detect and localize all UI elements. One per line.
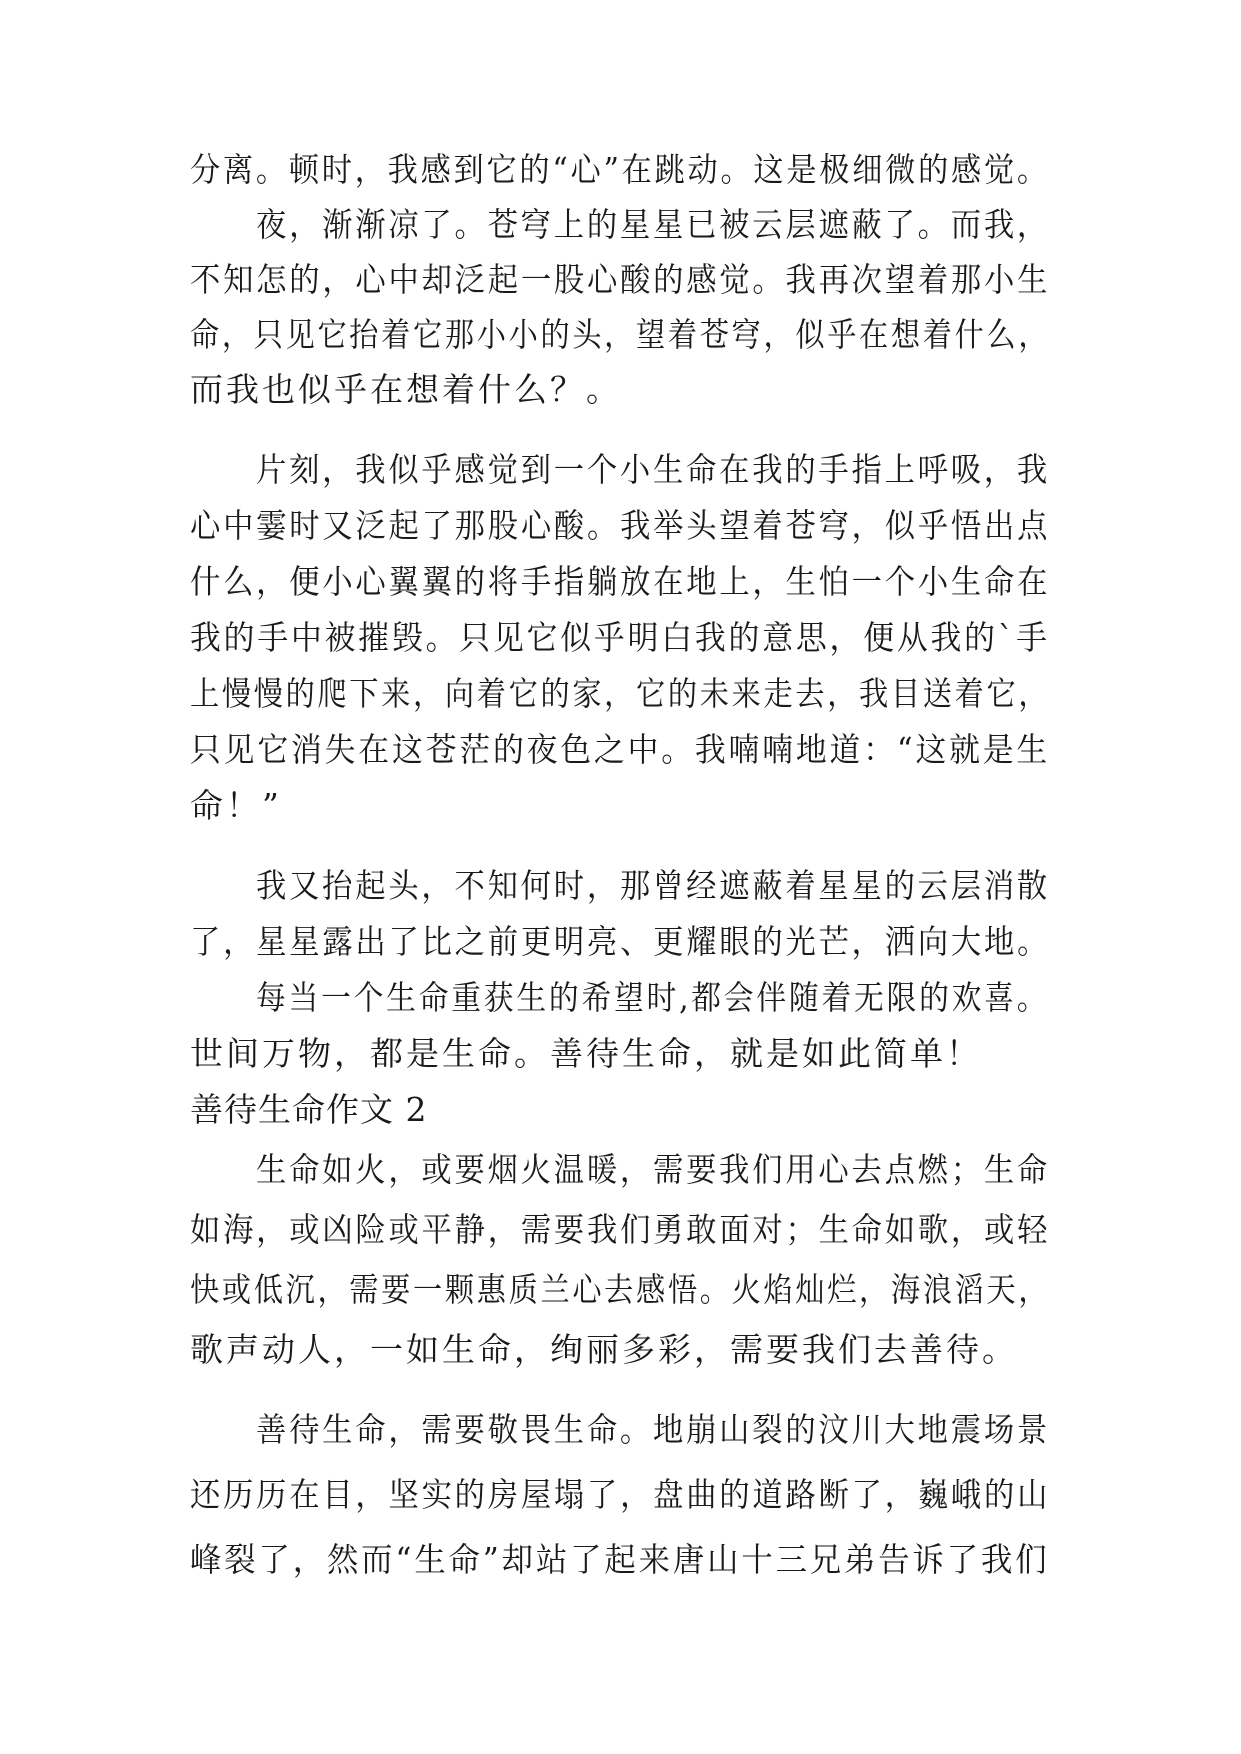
paragraph-start-line: 每当一个生命重获生的希望时,都会伴随着无限的欢喜。	[256, 978, 1050, 1017]
paragraph-start-line: 我又抬起头，不知何时，那曾经遮蔽着星星的云层消散	[256, 866, 1051, 905]
text-line: 世间万物，都是生命。善待生命，就是如此简单！	[190, 1034, 982, 1073]
paragraph-start-line: 片刻，我似乎感觉到一个小生命在我的手指上呼吸，我	[256, 450, 1051, 489]
paragraph-start-line: 夜，渐渐凉了。苍穹上的星星已被云层遮蔽了。而我，	[256, 205, 1051, 244]
section-heading: 善待生命作文 2	[190, 1090, 428, 1129]
paragraph-start-line: 生命如火，或要烟火温暖，需要我们用心去点燃；生命	[256, 1150, 1051, 1189]
text-line: 了，星星露出了比之前更明亮、更耀眼的光芒，洒向大地。	[190, 922, 1051, 961]
text-line: 命！”	[190, 786, 282, 825]
text-line: 上慢慢的爬下来，向着它的家，它的未来走去，我目送着它，	[190, 674, 1051, 713]
paragraph-start-line: 善待生命，需要敬畏生命。地崩山裂的汶川大地震场景	[256, 1410, 1051, 1449]
text-line: 如海，或凶险或平静，需要我们勇敢面对；生命如歌，或轻	[190, 1210, 1051, 1249]
text-line: 只见它消失在这苍茫的夜色之中。我喃喃地道：“这就是生	[190, 730, 1051, 769]
text-line: 什么，便小心翼翼的将手指躺放在地上，生怕一个小生命在	[190, 562, 1051, 601]
text-line: 歌声动人，一如生命，绚丽多彩，需要我们去善待。	[190, 1330, 1018, 1369]
text-line: 快或低沉，需要一颗惠质兰心去感悟。火焰灿烂，海浪滔天，	[190, 1270, 1051, 1309]
text-line: 不知怎的，心中却泛起一股心酸的感觉。我再次望着那小生	[190, 260, 1051, 299]
text-line: 还历历在目，坚实的房屋塌了，盘曲的道路断了，巍峨的山	[190, 1475, 1051, 1514]
text-line: 而我也似乎在想着什么？。	[190, 370, 622, 409]
text-line: 峰裂了，然而“生命”却站了起来唐山十三兄弟告诉了我们	[190, 1540, 1050, 1579]
text-line: 我的手中被摧毁。只见它似乎明白我的意思，便从我的`手	[190, 618, 1050, 657]
text-line: 心中霎时又泛起了那股心酸。我举头望着苍穹，似乎悟出点	[190, 506, 1051, 545]
text-line: 分离。顿时，我感到它的“心”在跳动。这是极细微的感觉。	[190, 150, 1050, 189]
text-line: 命，只见它抬着它那小小的头，望着苍穹，似乎在想着什么，	[190, 315, 1051, 354]
